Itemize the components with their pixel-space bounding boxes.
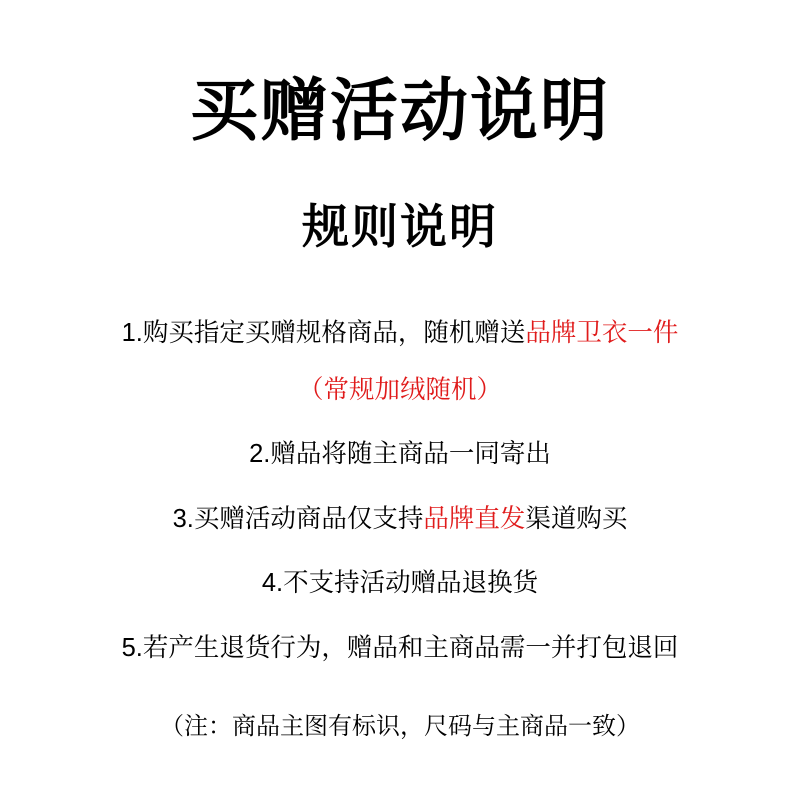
section-subtitle: 规则说明 [302, 199, 498, 253]
rule-2-prefix: 2.赠品将随主商品一同寄出 [249, 440, 551, 469]
rule-3-highlight: 品牌直发 [423, 504, 526, 533]
rule-3-prefix: 3.买赠活动商品仅支持 [172, 504, 424, 533]
rule-1-highlight: 品牌卫衣一件 [525, 319, 679, 348]
rule-item-2 [249, 437, 551, 471]
rule-4-prefix: 4.不支持活动赠品退换货 [261, 569, 539, 598]
rule-1-subnote: （常规加绒随机） [297, 375, 502, 404]
page-title: 买赠活动说明 [189, 73, 610, 149]
rules-list [0, 316, 800, 743]
rule-item-4 [262, 566, 538, 600]
footer-note: （注：商品主图有标识，尺码与主商品一致） [160, 713, 640, 741]
rule-item-1 [122, 316, 679, 350]
rule-item-3 [173, 502, 628, 536]
rule-5-prefix: 5.若产生退货行为，赠品和主商品需一并打包退回 [121, 633, 679, 662]
rule-3-suffix: 渠道购买 [525, 504, 628, 533]
rule-1-prefix: 1.购买指定买赠规格商品，随机赠送 [121, 319, 526, 348]
rule-item-5 [122, 631, 679, 665]
